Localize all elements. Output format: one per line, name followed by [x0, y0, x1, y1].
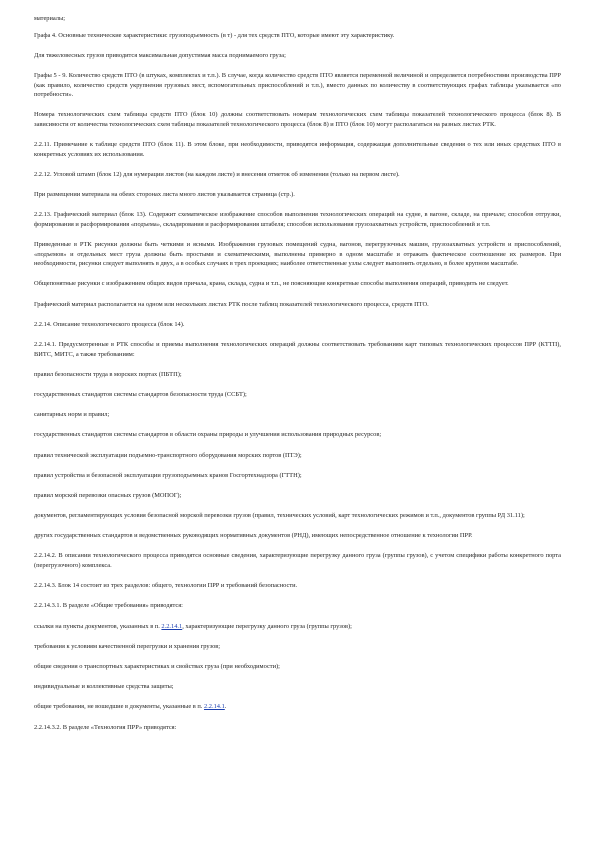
paragraph: санитарных норм и правил;: [34, 411, 110, 419]
paragraph-with-link: [34, 622, 561, 632]
paragraph: 2.2.14.3.1. В разделе «Общие требования» приводятся:: [34, 602, 183, 610]
paragraph: государственных стандартов системы стандартов безопасности труда (ССБТ);: [34, 390, 247, 398]
paragraph: 2.2.14.2. В описании технологического процесса приводятся основные сведения, характеризующие перегрузку данного груза (группы грузов), с учетом специфики работы конкретного порта (перегрузочного) комплекса.: [34, 552, 561, 570]
paragraph-text: общие требования, не вошедшие в документы, указанные в п.: [34, 703, 205, 711]
paragraph: материалы;: [34, 15, 66, 22]
paragraph: правил технической эксплуатации подъемно-транспортного оборудования морских портов (ПТЭ);: [34, 451, 302, 459]
paragraph: требования к условиям качественной перегрузки и хранения грузов;: [34, 642, 221, 650]
paragraph: Графа 4. Основные технические характеристики: грузоподъемность (в т) - для тех средств ПТО, которые имеют эту характеристику.: [34, 31, 395, 39]
paragraph-text: , характеризующие перегрузку данного груза (группы грузов);: [182, 622, 352, 630]
paragraph: 2.2.13. Графический материал (блок 13). Содержит схематическое изображение способов выполнения технологических операций на судне, в вагоне, складе, на причале; способов отгрузки, формирования и расформирования «подъема», складирования и расформирования штабеля; способов использования грузозахватных устройств, приспособлений и т.п.: [34, 211, 561, 228]
paragraph: Графический материал располагается на одном или нескольких листах РТК после таблиц показателей технологического процесса, средств ПТО.: [34, 300, 429, 308]
cross-reference-link[interactable]: 2.2.14.1: [204, 703, 225, 711]
paragraph-text: .: [224, 703, 227, 711]
paragraph: правил устройства и безопасной эксплуатации грузоподъемных кранов Госгортехнадзора (ГТТН);: [34, 471, 302, 479]
paragraph-text: ссылки на пункты документов, указанных в п.: [34, 622, 162, 630]
paragraph: Приведенные в РТК рисунки должны быть четкими и ясными. Изображения грузовых помещений судна, вагонов, перегрузочных машин, грузозахватных устройств и приспособлений, «подъемов» и отдельных мест груза должны быть простыми и схематическими, выполнены примерно в одном масштабе и отражать фактическое соотношение их размеров. При необходимости, рисунки следует выполнять в двух, а в особых случаях в трех проекциях; наиболее ответственные узлы следует выполнять отдельно, в более крупном масштабе.: [34, 241, 561, 268]
paragraph: документов, регламентирующих условия безопасной морской перевозки грузов (правил, технических условий, карт технологических режимов и т.п., документов группы РД 31.11);: [34, 512, 525, 520]
paragraph: правил безопасности труда в морских портах (ПБТП);: [34, 370, 182, 378]
paragraph: общие сведения о транспортных характеристиках и свойствах груза (при необходимости);: [34, 663, 280, 670]
paragraph: правил морской перевозки опасных грузов (МОПОГ);: [34, 491, 182, 499]
paragraph: Номера технологических схем таблицы средств ПТО (блок 10) должны соответствовать номерам технологических схем таблицы показателей технологического процесса (блок 8). В зависимости от количества технологических схем таблицы показателей технологического процесса (блок 8) и ПТО (блок 10) могут располагаться на разных листах РТК.: [34, 111, 561, 128]
paragraph: 2.2.12. Угловой штамп (блок 12) для нумерации листов (на каждом листе) и внесения отметок об изменении (только на первом листе).: [34, 170, 400, 178]
paragraph: Для тяжеловесных грузов приводится максимальная допустимая масса поднимаемого груза;: [34, 51, 286, 59]
paragraph: Графы 5 - 9. Количество средств ПТО (в штуках, комплектах и т.п.). В случае, когда количество средств ПТО является переменной величиной и определяется потребностями производства ПРР (как правило, количество средств укрупнения грузовых мест, вспомогательных приспособлений и т.п.), вместо данных по количеству в соответствующих графах таблицы указывается «по потребности».: [34, 71, 561, 99]
paragraph: Общепонятные рисунки с изображением общих видов причала, крана, склада, судна и т.п., не поясняющие конкретные способы выполнения операций, приводить не следует.: [34, 280, 509, 288]
paragraph: 2.2.14. Описание технологического процесса (блок 14).: [34, 320, 185, 328]
paragraph: 2.2.14.3. Блок 14 состоит из трех разделов: общего, технологии ПРР и требований безопасности.: [34, 582, 298, 590]
paragraph: 2.2.14.3.2. В разделе «Технология ПРР» приводятся:: [34, 723, 177, 731]
paragraph: 2.2.11. Примечание к таблице средств ПТО (блок 11). В этом блоке, при необходимости, приводятся информация, содержащая дополнительные сведения о тех или иных средствах ПТО в конкретных условиях их использования.: [34, 141, 561, 158]
paragraph: 2.2.14.1. Предусмотренные в РТК способы и приемы выполнения технологических операций должны соответствовать требованиям карт типовых технологических процессов ПРР (КТТП), ВИТС, МИТС, а также требованиям:: [34, 341, 561, 358]
paragraph-with-link: [34, 702, 561, 712]
paragraph: индивидуальные и коллективные средства защиты;: [34, 683, 174, 691]
paragraph: других государственных стандартов и ведомственных руководящих нормативных документов (РНД), имеющих непосредственное отношение к технологии ПРР.: [34, 532, 473, 540]
paragraph: государственных стандартов системы стандартов в области охраны природы и улучшения использования природных ресурсов;: [34, 431, 382, 439]
paragraph: При размещении материала на обеих сторонах листа много листов указывается страница (стр.).: [34, 191, 295, 199]
cross-reference-link[interactable]: 2.2.14.1: [161, 622, 183, 630]
